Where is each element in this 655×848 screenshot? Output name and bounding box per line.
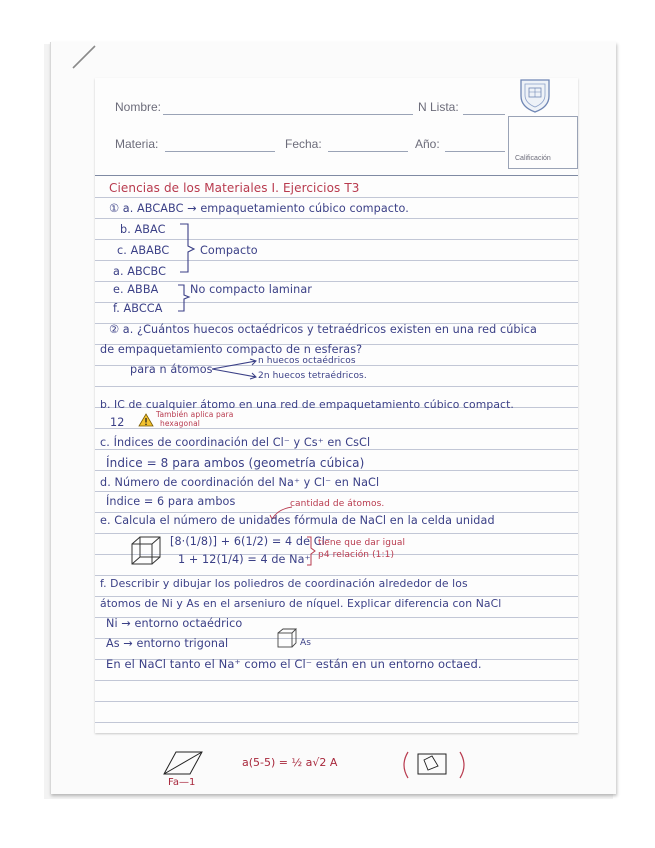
q2d-line: d. Número de coordinación del Na⁺ y Cl⁻ en NaCl — [100, 476, 380, 489]
q2a-tetra-label: 2n huecos tetraédricos. — [258, 371, 367, 381]
q2d-answer: Índice = 6 para ambos — [106, 495, 236, 508]
ano-line — [445, 151, 505, 152]
q2f-nacl: En el NaCl tanto el Na⁺ como el Cl⁻ están en un entorno octaed. — [106, 657, 482, 671]
q2b-note1: También aplica para — [156, 410, 234, 419]
fecha-line — [328, 151, 408, 152]
q2e-line: e. Calcula el número de unidades fórmula de NaCl en la celda unidad — [100, 514, 495, 527]
warning-icon — [138, 413, 154, 427]
bottom-bracket-drawing — [398, 750, 470, 780]
nombre-label: Nombre: — [115, 100, 162, 114]
nombre-line — [163, 114, 413, 115]
q2e-eq2: 1 + 12(1/4) = 4 de Na⁺ — [178, 553, 311, 566]
q1e-line: e. ABBA — [113, 283, 159, 296]
q2a-split-arrow — [210, 357, 260, 381]
materia-label: Materia: — [115, 137, 159, 151]
q2e-note3: p4 relación (1:1) — [318, 550, 395, 560]
q2e-brace — [305, 535, 317, 567]
q2a-para-label: para n átomos — [130, 363, 213, 376]
materia-line — [165, 151, 275, 152]
school-crest-logo — [518, 76, 552, 114]
q2a-line1: ② a. ¿Cuántos huecos octaédricos y tetraédricos existen en una red cúbica — [109, 323, 538, 336]
q2f-line2: átomos de Ni y As en el arseniuro de níquel. Explicar diferencia con NaCl — [100, 597, 502, 610]
nlista-line — [463, 114, 505, 115]
header-divider — [95, 175, 578, 176]
q2e-eq1: [8·(1/8)] + 6(1/2) = 4 de Cl⁻ — [170, 535, 331, 548]
q2f-ni: Ni → entorno octaédrico — [106, 617, 243, 630]
q1f-line: f. ABCCA — [113, 302, 163, 315]
q1b-line: b. ABAC — [120, 223, 166, 236]
as-trigonal-drawing — [276, 628, 298, 650]
bottom-prism-drawing — [162, 748, 206, 778]
calificacion-box — [508, 116, 578, 169]
title-line: Ciencias de los Materiales I. Ejercicios T3 — [109, 181, 360, 195]
q2e-note2: tiene que dar igual — [318, 538, 406, 548]
q2c-line: c. Índices de coordinación del Cl⁻ y Cs⁺ en CsCl — [100, 436, 371, 449]
q2e-note1: cantidad de átomos. — [290, 499, 385, 509]
q1-brace-compacto — [178, 222, 198, 274]
q1d-line: a. ABCBC — [113, 265, 167, 278]
q1c-line: c. ABABC — [117, 244, 170, 257]
bottom-fa-label: Fa—1 — [168, 777, 196, 788]
q2b-line: b. IC de cualquier átomo en una red de empaquetamiento cúbico compact. — [100, 398, 514, 411]
q2b-answer: 12 — [110, 416, 125, 429]
q2f-as: As → entorno trigonal — [106, 637, 229, 650]
folded-corner-mark — [69, 42, 109, 72]
ano-label: Año: — [415, 137, 440, 151]
unit-cell-drawing — [128, 534, 164, 568]
nlista-label: N Lista: — [418, 100, 459, 114]
calificacion-label: Calificación — [515, 155, 551, 162]
q2c-answer: Índice = 8 para ambos (geometría cúbica) — [106, 456, 365, 470]
q1-nocompacto-label: No compacto laminar — [190, 283, 312, 296]
q2a-line2: de empaquetamiento compacto de n esferas? — [100, 343, 363, 356]
q2f-line1: f. Describir y dibujar los poliedros de coordinación alrededor de los — [100, 577, 468, 590]
bottom-equation: a(5-5) = ½ a√2 A — [242, 756, 338, 769]
q2b-note2: hexagonal — [160, 419, 200, 428]
fecha-label: Fecha: — [285, 137, 322, 151]
q1-compacto-label: Compacto — [200, 244, 258, 257]
q1-brace-nocompacto — [176, 283, 192, 315]
q2a-octa-label: n huecos octaédricos — [258, 356, 356, 366]
q2f-as-label: As — [300, 638, 312, 648]
q1a-line: ① a. ABCABC → empaquetamiento cúbico compacto. — [109, 202, 409, 215]
